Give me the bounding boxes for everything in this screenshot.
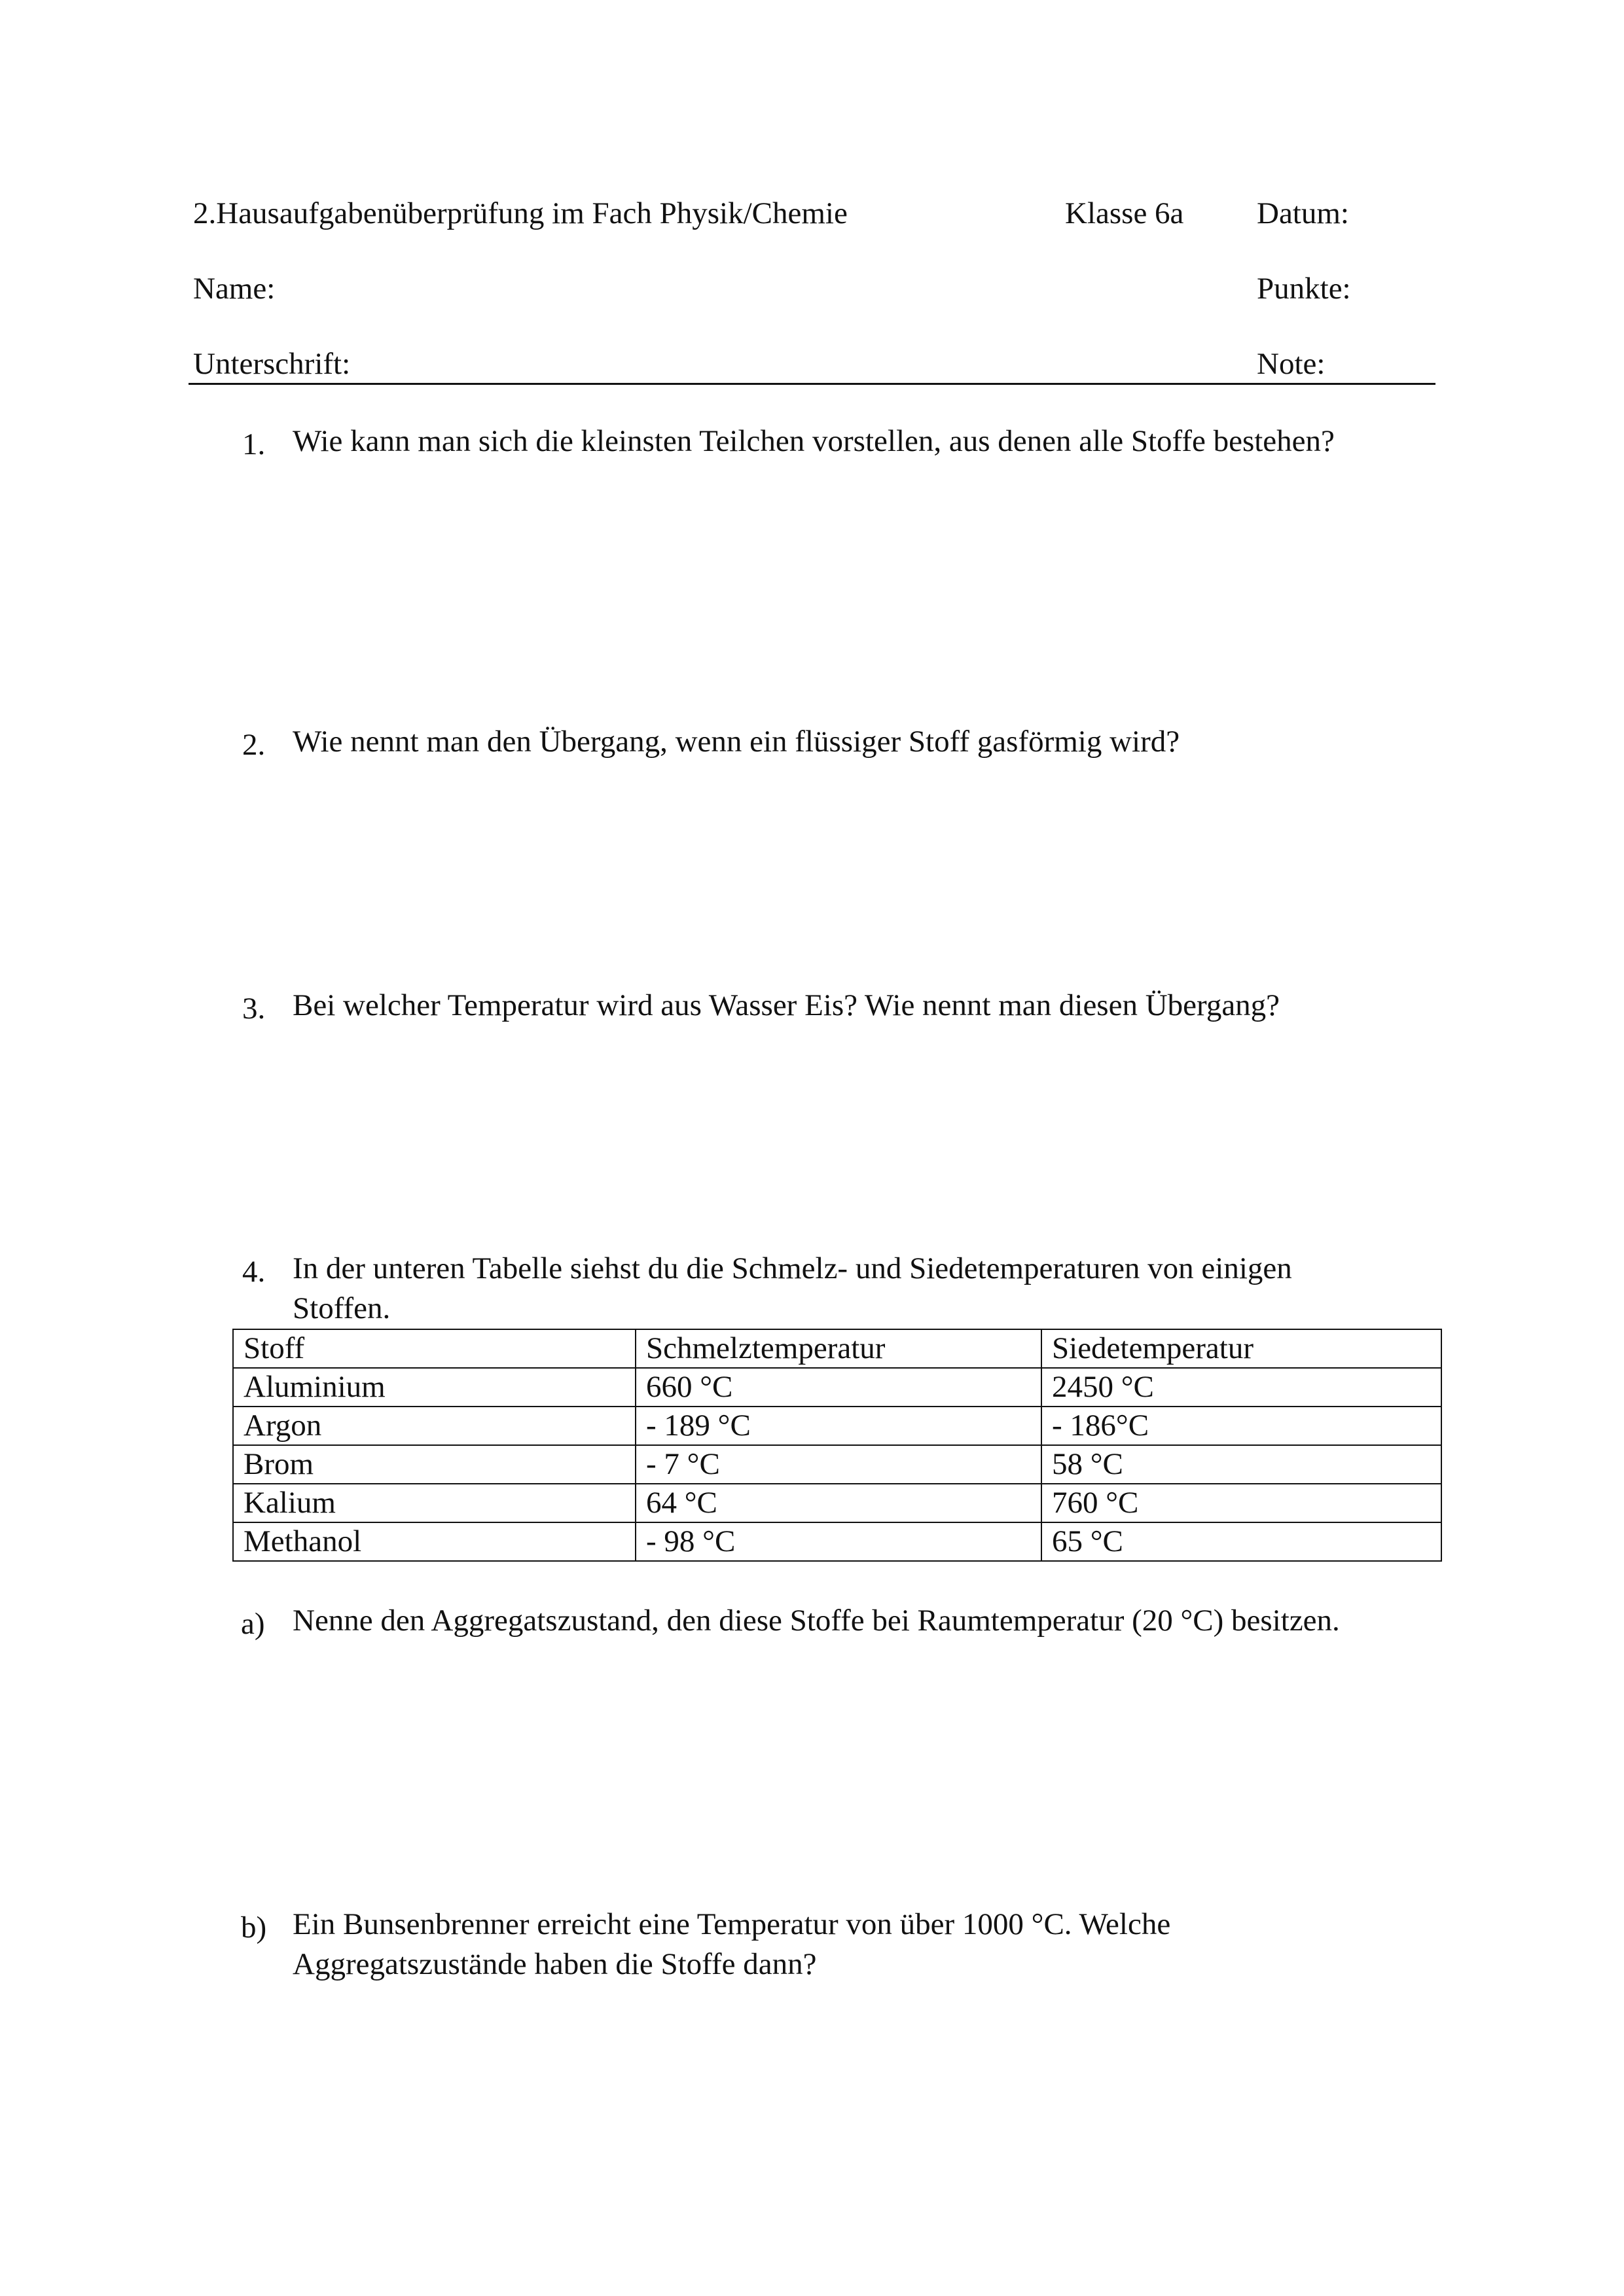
question-number: 1. xyxy=(242,427,266,461)
subquestion-text-line-1: Ein Bunsenbrenner erreicht eine Temperatur von über 1000 °C. Welche xyxy=(293,1907,1171,1941)
subquestion-label: a) xyxy=(241,1607,265,1641)
table-cell: Argon xyxy=(233,1407,636,1445)
header-divider xyxy=(189,383,1435,385)
table-cell: 760 °C xyxy=(1041,1484,1441,1522)
question-text: Wie nennt man den Übergang, wenn ein flüssiger Stoff gasförmig wird? xyxy=(293,725,1180,759)
subquestion-text-line-2: Aggregatszustände haben die Stoffe dann? xyxy=(293,1947,817,1981)
table-row xyxy=(233,1407,1441,1445)
table-cell: - 98 °C xyxy=(636,1522,1041,1561)
question-number: 2. xyxy=(242,728,266,762)
name-label: Name: xyxy=(193,272,276,306)
class-label: Klasse 6a xyxy=(1065,196,1184,230)
question-text-line-1: In der unteren Tabelle siehst du die Schmelz- und Siedetemperaturen von einigen xyxy=(293,1251,1292,1285)
table-cell: 58 °C xyxy=(1041,1445,1441,1484)
table-cell: Aluminium xyxy=(233,1368,636,1407)
table-row xyxy=(233,1484,1441,1522)
table-row xyxy=(233,1445,1441,1484)
table-cell: Brom xyxy=(233,1445,636,1484)
table-header-cell: Siedetemperatur xyxy=(1041,1329,1441,1368)
signature-label: Unterschrift: xyxy=(193,347,351,381)
table-header-cell: Stoff xyxy=(233,1329,636,1368)
table-header-row xyxy=(233,1329,1441,1368)
question-text-line-2: Stoffen. xyxy=(293,1291,391,1325)
table-cell: - 186°C xyxy=(1041,1407,1441,1445)
table-cell: - 7 °C xyxy=(636,1445,1041,1484)
table-cell: 64 °C xyxy=(636,1484,1041,1522)
question-text: Wie kann man sich die kleinsten Teilchen vorstellen, aus denen alle Stoffe bestehen? xyxy=(293,424,1335,458)
subquestion-label: b) xyxy=(241,1910,267,1945)
table-row xyxy=(233,1522,1441,1561)
table-cell: Kalium xyxy=(233,1484,636,1522)
table-cell: Methanol xyxy=(233,1522,636,1561)
grade-label: Note: xyxy=(1257,347,1326,381)
table-cell: 2450 °C xyxy=(1041,1368,1441,1407)
temperature-table xyxy=(232,1329,1442,1562)
question-number: 3. xyxy=(242,992,266,1026)
date-label: Datum: xyxy=(1257,196,1349,230)
subquestion-text: Nenne den Aggregatszustand, den diese Stoffe bei Raumtemperatur (20 °C) besitzen. xyxy=(293,1604,1340,1638)
points-label: Punkte: xyxy=(1257,272,1351,306)
table-cell: - 189 °C xyxy=(636,1407,1041,1445)
question-text: Bei welcher Temperatur wird aus Wasser Eis? Wie nennt man diesen Übergang? xyxy=(293,988,1280,1022)
question-number: 4. xyxy=(242,1255,266,1289)
table-header-cell: Schmelztemperatur xyxy=(636,1329,1041,1368)
worksheet-title: 2.Hausaufgabenüberprüfung im Fach Physik/Chemie xyxy=(193,196,848,230)
table-row xyxy=(233,1368,1441,1407)
table-cell: 660 °C xyxy=(636,1368,1041,1407)
table-cell: 65 °C xyxy=(1041,1522,1441,1561)
